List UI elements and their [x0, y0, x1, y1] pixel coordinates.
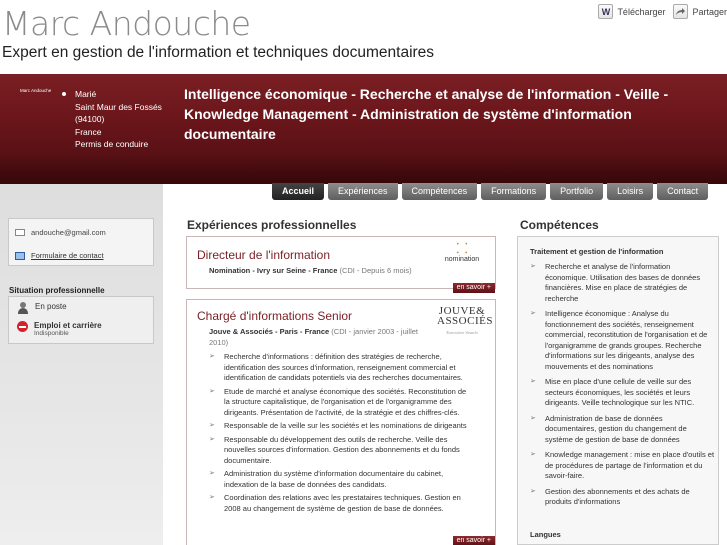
contact-box	[8, 218, 154, 266]
contact-form-link[interactable]: Formulaire de contact	[31, 251, 104, 260]
person-icon	[17, 302, 29, 314]
profile-banner	[0, 74, 727, 184]
competences-box	[517, 236, 719, 545]
download-label: Télécharger	[617, 6, 666, 17]
list-item: ➢ Responsable de la veille sur les sociétés et les nominations de dirigeants	[209, 421, 467, 430]
arrow-icon: ➢	[209, 494, 215, 501]
employment-text	[34, 321, 102, 337]
unavailable-icon	[17, 321, 28, 332]
arrow-icon: ➢	[209, 422, 215, 429]
job-meta	[209, 326, 434, 348]
tab-experiences[interactable]: Expériences	[328, 183, 398, 200]
logo-text: nomination	[444, 256, 480, 263]
employment-row	[17, 321, 102, 337]
main-nav	[272, 183, 708, 200]
list-item: ➢ Knowledge management : mise en place d'outils et de procédures de partage de l'information et du savoir-faire.	[530, 450, 715, 480]
job-card	[186, 236, 496, 289]
arrow-icon: ➢	[209, 353, 215, 360]
company-logo	[437, 305, 493, 336]
languages-title: Langues	[530, 530, 561, 539]
logo-figure-icon: ⸬	[456, 240, 468, 256]
arrow-icon: ➢	[530, 378, 536, 385]
sidebar	[0, 184, 163, 545]
company-logo	[437, 240, 487, 270]
competences-subtitle: Traitement et gestion de l'information	[530, 247, 664, 256]
arrow-icon: ➢	[530, 310, 536, 317]
tab-loisirs[interactable]: Loisirs	[607, 183, 653, 200]
arrow-icon: ➢	[530, 451, 536, 458]
job-title[interactable]: Chargé d'informations Senior	[197, 309, 353, 323]
contact-form-row[interactable]	[15, 251, 104, 260]
email-row[interactable]	[15, 228, 106, 237]
profile-headline: Intelligence économique - Recherche et analyse de l'information - Veille - Knowledge Management - Administration de système d'information documentaire	[184, 86, 669, 142]
experiences-title: Expériences professionnelles	[187, 218, 357, 232]
list-item: ➢ Recherche d'informations : définition des stratégies de recherche, identification des sources d'information, renseignement commercial et identification de candidats potentiels via des recherches documentaires.	[209, 352, 463, 382]
job-company: Nomination - Ivry sur Seine - France	[209, 266, 338, 275]
list-item: ➢ Administration de base de données documentaires, gestion du changement de système de gestion de base de données	[530, 413, 687, 444]
arrow-icon: ➢	[530, 487, 536, 495]
job-meta	[209, 265, 412, 276]
job-company: Jouve & Associés - Paris - France	[209, 327, 330, 336]
list-item: ➢ Intelligence économique : Analyse du fonctionnement des sociétés, renseignement commercial, reconstitution de l'organisation et de l'organigramme de grands groupes. Recherche d'informations sur les dirigeants, analyse des mouvements et des nominations	[530, 309, 708, 371]
list-item: ➢ Etude de marché et analyse économique des sociétés. Reconstitution de la structure capitalistique, de l'organisation et de l'organigramme des dirigeants. Présentation de l'activité, de la stratégie et des chiffres-clés.	[209, 386, 467, 417]
tab-competences[interactable]: Compétences	[402, 183, 478, 200]
job-title[interactable]: Directeur de l'information	[197, 248, 331, 262]
arrow-icon: ➢	[209, 435, 215, 443]
job-details: (CDI - janvier 2003 - juillet 2010)	[209, 327, 418, 347]
status-value: En poste	[35, 302, 67, 311]
share-arrow-icon	[673, 4, 688, 19]
tab-accueil[interactable]: Accueil	[272, 183, 324, 200]
banner-mini-name: Marc Andouche	[20, 88, 52, 93]
tab-portfolio[interactable]: Portfolio	[550, 183, 603, 200]
arrow-icon: ➢	[209, 387, 215, 395]
logo-line-1: JOUVE&	[438, 305, 486, 317]
situation-title: Situation professionnelle	[9, 286, 105, 295]
download-button[interactable]	[598, 4, 665, 19]
info-postcode: (94100)	[75, 114, 105, 124]
employment-label: Emploi et carrière	[34, 321, 102, 330]
personal-info-list	[64, 88, 162, 151]
person-name: Marc Andouche	[2, 4, 251, 43]
share-button[interactable]	[673, 4, 727, 19]
envelope-icon	[15, 229, 25, 236]
share-label: Partager	[692, 6, 727, 17]
word-document-icon: W	[598, 4, 613, 19]
list-item: ➢ Recherche et analyse de l'information économique. Utilisation des bases de données financières. Mise en place de stratégies de recherche	[530, 262, 701, 303]
status-row	[17, 302, 67, 314]
form-icon	[15, 252, 25, 260]
situation-box	[8, 296, 154, 344]
tab-contact[interactable]: Contact	[657, 183, 708, 200]
job-bullets	[209, 352, 474, 517]
arrow-icon: ➢	[530, 414, 536, 422]
arrow-icon: ➢	[209, 470, 215, 477]
competences-title: Compétences	[520, 218, 599, 232]
employment-value: Indisponible	[34, 330, 69, 337]
info-country: France	[75, 126, 102, 137]
header-actions	[598, 4, 727, 19]
list-item: ➢ Responsable du développement des outils de recherche. Veille des nouvelles sources d'information. Gestion des abonnements et du fonds documentaire.	[209, 434, 460, 465]
list-item: ➢ Coordination des relations avec les prestataires techniques. Gestion en 2008 au changement de système de gestion de base de données.	[209, 493, 461, 513]
job-details: (CDI - Depuis 6 mois)	[339, 266, 412, 275]
list-item: ➢ Administration du système d'information documentaire du cabinet, indexation de la base de données des candidats.	[209, 469, 444, 489]
email-address[interactable]: andouche@gmail.com	[31, 228, 106, 237]
competences-list	[530, 262, 715, 513]
info-license: Permis de conduire	[75, 139, 149, 149]
list-item: ➢ Gestion des abonnements et des achats de produits d'informations	[530, 486, 690, 506]
list-item: ➢ Mise en place d'une cellule de veille sur des secteurs économiques, les sociétés et leurs dirigeants. Veille technologique sur les NTIC.	[530, 377, 695, 407]
more-button[interactable]: en savoir +	[453, 283, 495, 293]
job-card	[186, 299, 496, 545]
arrow-icon: ➢	[530, 263, 536, 270]
info-marital-status: Marié	[75, 89, 97, 99]
tagline: Expert en gestion de l'information et techniques documentaires	[2, 44, 435, 61]
logo-line-2: ASSOCIÉS	[437, 315, 493, 327]
more-button[interactable]: en savoir +	[453, 536, 495, 545]
personal-info	[64, 88, 162, 151]
info-city: Saint Maur des Fossés	[75, 101, 162, 112]
tab-formations[interactable]: Formations	[481, 183, 546, 200]
logo-subtitle: Executive Search	[446, 330, 478, 335]
bullet-dot-icon	[62, 92, 66, 96]
header	[0, 0, 727, 72]
